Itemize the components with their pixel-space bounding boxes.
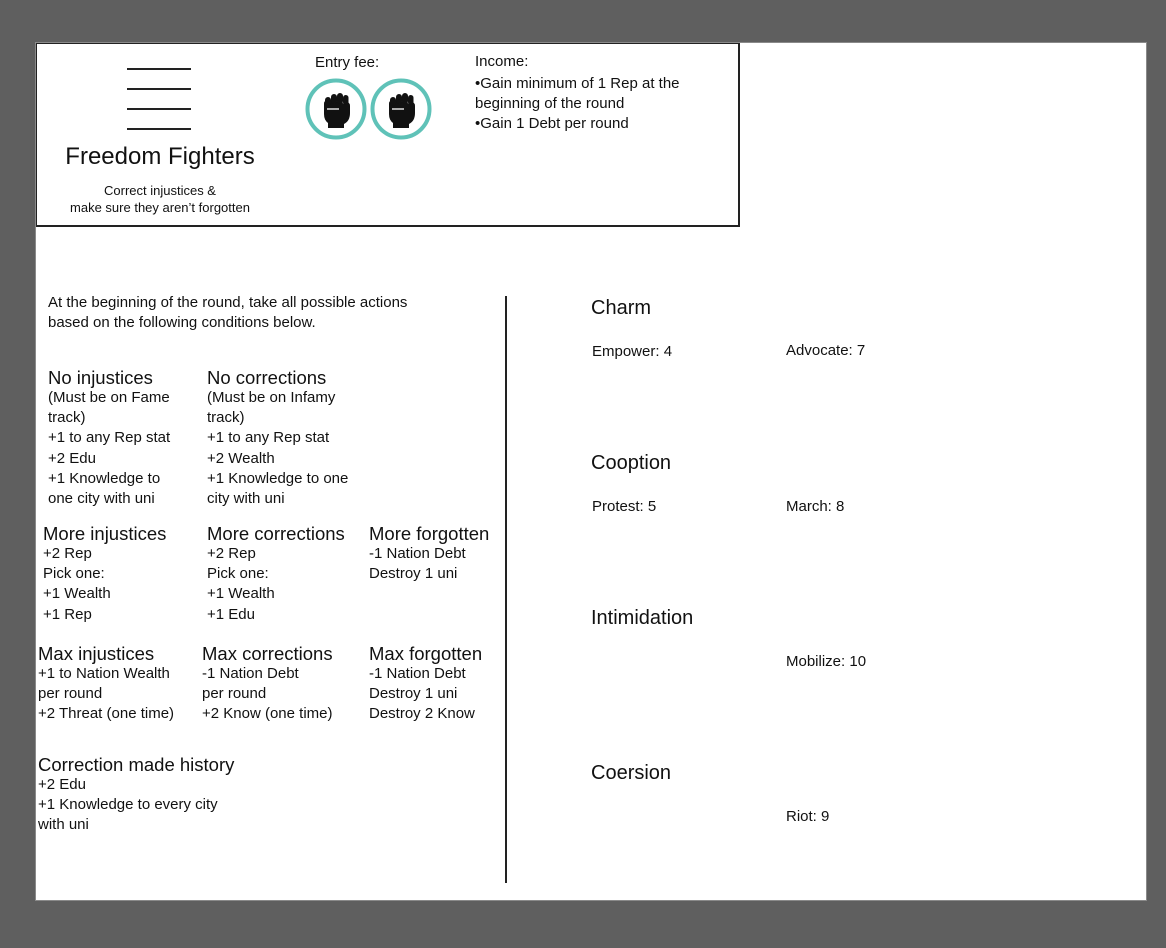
income-details: •Gain minimum of 1 Rep at the beginning of the round •Gain 1 Debt per round — [475, 75, 680, 132]
faction-title: Freedom Fighters — [65, 143, 255, 170]
category-intimidation-title: Intimidation — [591, 607, 694, 629]
card-artboard — [36, 43, 1146, 900]
action-protest: Protest: 5 — [592, 498, 657, 515]
condition-more-forgotten: More forgotten -1 Nation Debt Destroy 1 uni — [369, 523, 490, 583]
condition-more-injustices: More injustices +2 Rep Pick one: +1 Wealth +1 Rep — [43, 523, 167, 623]
faction-subtitle: Correct injustices & make sure they aren’t forgotten — [70, 183, 250, 215]
condition-max-corrections: Max corrections -1 Nation Debt per round +2 Know (one time) — [202, 643, 333, 723]
action-advocate: Advocate: 7 — [786, 342, 866, 359]
card-header — [36, 43, 740, 227]
intro-text: At the beginning of the round, take all possible actions based on the following conditions below. — [48, 294, 408, 331]
condition-no-injustices: No injustices (Must be on Fame track) +1 to any Rep stat +2 Edu +1 Knowledge to one city with uni — [48, 367, 171, 508]
action-march: March: 8 — [786, 498, 845, 515]
menu-lines-icon — [127, 68, 191, 132]
condition-max-forgotten: Max forgotten -1 Nation Debt Destroy 1 uni Destroy 2 Know — [369, 643, 483, 723]
raised-fist-icon — [305, 78, 367, 140]
condition-no-corrections: No corrections (Must be on Infamy track) +1 to any Rep stat +2 Wealth +1 Knowledge to one city with uni — [207, 367, 349, 508]
raised-fist-icon — [370, 78, 432, 140]
income-title: Income: — [475, 53, 529, 70]
action-mobilize: Mobilize: 10 — [786, 653, 867, 670]
action-empower: Empower: 4 — [592, 343, 673, 360]
category-cooption-title: Cooption — [591, 452, 672, 474]
condition-correction-history: Correction made history +2 Edu +1 Knowledge to every city with uni — [38, 754, 235, 834]
condition-max-injustices: Max injustices +1 to Nation Wealth per round +2 Threat (one time) — [38, 643, 175, 723]
entry-fee-label: Entry fee: — [315, 54, 380, 71]
action-riot: Riot: 9 — [786, 808, 830, 825]
category-charm-title: Charm — [591, 297, 652, 319]
column-divider — [505, 296, 507, 883]
category-coersion-title: Coersion — [591, 762, 672, 784]
condition-more-corrections: More corrections +2 Rep Pick one: +1 Wealth +1 Edu — [207, 523, 345, 623]
